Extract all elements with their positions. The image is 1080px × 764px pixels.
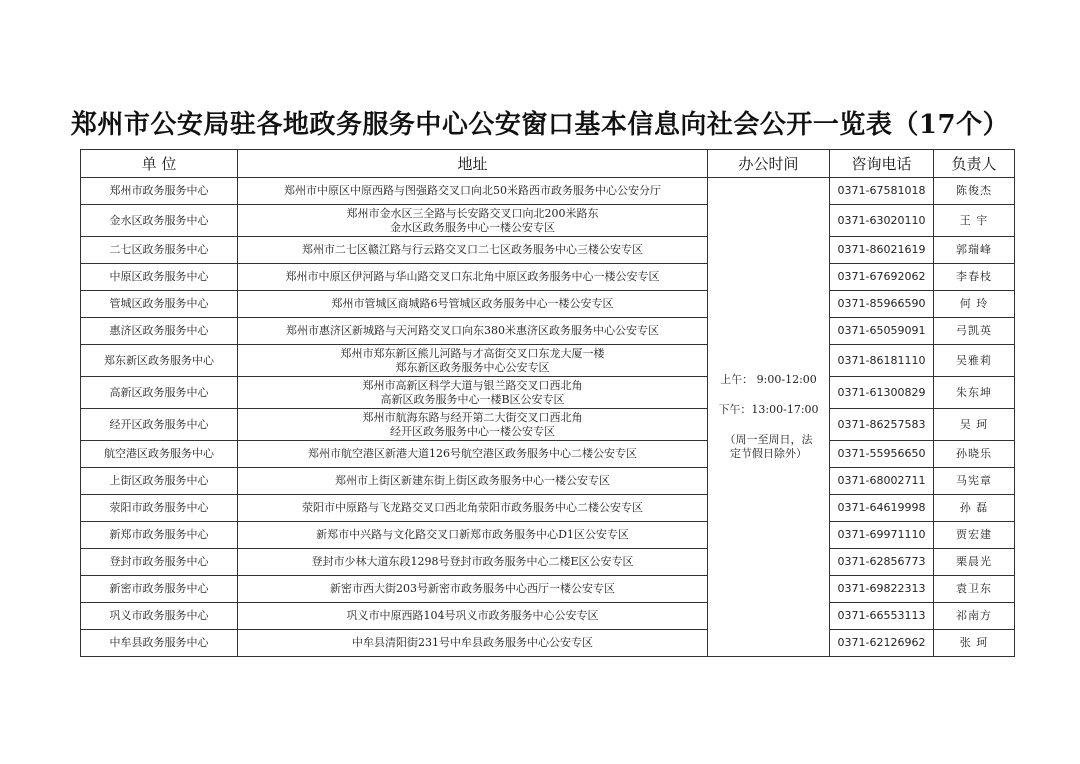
phone-cell: 0371-64619998 xyxy=(830,495,934,522)
address-cell xyxy=(238,345,708,377)
table-row xyxy=(81,318,1015,345)
address-cell xyxy=(238,264,708,291)
address-line: 郑州市惠济区新城路与天河路交叉口向东380米惠济区政务服务中心公安专区 xyxy=(286,324,659,337)
address-line: 郑州市航海东路与经开第二大街交叉口西北角 xyxy=(362,410,583,424)
address-line: 新郑市中兴路与文化路交叉口新郑市政务服务中心D1区公安专区 xyxy=(316,528,629,541)
table-row xyxy=(81,468,1015,495)
address-line: 经开区政务服务中心一楼公安专区 xyxy=(390,424,555,438)
address-cell xyxy=(238,291,708,318)
table-row xyxy=(81,377,1015,409)
person-cell: 吴 珂 xyxy=(934,409,1015,441)
person-cell: 吴雅莉 xyxy=(934,345,1015,377)
unit-cell: 二七区政务服务中心 xyxy=(81,237,238,264)
person-cell: 袁卫东 xyxy=(934,576,1015,603)
table-row xyxy=(81,549,1015,576)
address-line: 郑州市金水区三全路与长安路交叉口向北200米路东 xyxy=(346,206,599,220)
address-line: 巩义市中原西路104号巩义市政务服务中心公安专区 xyxy=(346,609,599,622)
address-cell xyxy=(238,468,708,495)
address-line: 郑州市中原区中原西路与图强路交叉口向北50米路西市政务服务中心公安分厅 xyxy=(284,184,661,197)
unit-cell: 郑东新区政务服务中心 xyxy=(81,345,238,377)
person-cell: 栗晨光 xyxy=(934,549,1015,576)
person-cell: 马宪章 xyxy=(934,468,1015,495)
phone-cell: 0371-67692062 xyxy=(830,264,934,291)
unit-cell: 新密市政务服务中心 xyxy=(81,576,238,603)
phone-cell: 0371-63020110 xyxy=(830,205,934,237)
address-line: 郑州市二七区赣江路与行云路交叉口二七区政务服务中心三楼公安专区 xyxy=(302,243,643,256)
person-cell: 王 宇 xyxy=(934,205,1015,237)
table-row xyxy=(81,522,1015,549)
address-cell xyxy=(238,318,708,345)
person-cell: 祁南方 xyxy=(934,603,1015,630)
hours-morning: 上午： 9:00-12:00 xyxy=(720,373,817,386)
person-cell: 弓凯英 xyxy=(934,318,1015,345)
unit-cell: 上街区政务服务中心 xyxy=(81,468,238,495)
address-cell xyxy=(238,441,708,468)
address-line: 登封市少林大道东段1298号登封市政务服务中心二楼E区公安专区 xyxy=(311,555,634,568)
address-line: 郑州市郑东新区熊儿河路与才高街交叉口东龙大厦一楼 xyxy=(340,346,605,360)
unit-cell: 中原区政务服务中心 xyxy=(81,264,238,291)
header-row xyxy=(81,150,1015,178)
phone-cell: 0371-68002711 xyxy=(830,468,934,495)
header-person: 负责人 xyxy=(934,150,1015,178)
phone-cell: 0371-69971110 xyxy=(830,522,934,549)
info-table xyxy=(80,149,1015,657)
unit-cell: 巩义市政务服务中心 xyxy=(81,603,238,630)
person-cell: 孙 磊 xyxy=(934,495,1015,522)
address-cell xyxy=(238,205,708,237)
person-cell: 陈俊杰 xyxy=(934,178,1015,205)
table-row xyxy=(81,345,1015,377)
unit-cell: 管城区政务服务中心 xyxy=(81,291,238,318)
unit-cell: 新郑市政务服务中心 xyxy=(81,522,238,549)
address-cell xyxy=(238,409,708,441)
unit-cell: 荥阳市政务服务中心 xyxy=(81,495,238,522)
hours-note-2: 定节假日除外） xyxy=(730,447,807,460)
address-line: 郑州市管城区商城路6号管城区政务服务中心一楼公安专区 xyxy=(331,297,614,310)
phone-cell: 0371-55956650 xyxy=(830,441,934,468)
header-unit: 单 位 xyxy=(81,150,238,178)
phone-cell: 0371-86021619 xyxy=(830,237,934,264)
phone-cell: 0371-67581018 xyxy=(830,178,934,205)
address-line: 郑州市中原区伊河路与华山路交叉口东北角中原区政务服务中心一楼公安专区 xyxy=(285,270,660,283)
document-title: 郑州市公安局驻各地政务服务中心公安窗口基本信息向社会公开一览表（17个） xyxy=(70,110,1010,140)
table-row xyxy=(81,630,1015,657)
address-line: 新密市西大街203号新密市政务服务中心西厅一楼公安专区 xyxy=(330,582,615,595)
unit-cell: 金水区政务服务中心 xyxy=(81,205,238,237)
phone-cell: 0371-61300829 xyxy=(830,377,934,409)
table-row xyxy=(81,441,1015,468)
unit-cell: 高新区政务服务中心 xyxy=(81,377,238,409)
phone-cell: 0371-65059091 xyxy=(830,318,934,345)
phone-cell: 0371-62126962 xyxy=(830,630,934,657)
hours-spacer xyxy=(712,417,825,433)
address-line: 郑东新区政务服务中心公安专区 xyxy=(395,360,550,374)
table-row xyxy=(81,603,1015,630)
address-line: 郑州市航空港区新港大道126号航空港区政务服务中心二楼公安专区 xyxy=(308,447,637,460)
address-line: 中牟县清阳街231号中牟县政务服务中心公安专区 xyxy=(352,636,593,649)
table-row xyxy=(81,205,1015,237)
address-cell xyxy=(238,522,708,549)
office-hours-cell xyxy=(708,178,830,657)
header-hours: 办公时间 xyxy=(708,150,830,178)
address-cell xyxy=(238,603,708,630)
phone-cell: 0371-85966590 xyxy=(830,291,934,318)
address-cell xyxy=(238,630,708,657)
table-row xyxy=(81,409,1015,441)
phone-cell: 0371-86181110 xyxy=(830,345,934,377)
phone-cell: 0371-66553113 xyxy=(830,603,934,630)
phone-cell: 0371-69822313 xyxy=(830,576,934,603)
person-cell: 郭瑞峰 xyxy=(934,237,1015,264)
address-line: 金水区政务服务中心一楼公安专区 xyxy=(390,220,555,234)
table-body xyxy=(81,178,1015,657)
unit-cell: 航空港区政务服务中心 xyxy=(81,441,238,468)
address-cell xyxy=(238,549,708,576)
table-row xyxy=(81,576,1015,603)
table-row xyxy=(81,237,1015,264)
person-cell: 张 珂 xyxy=(934,630,1015,657)
table-row xyxy=(81,264,1015,291)
table-row xyxy=(81,178,1015,205)
unit-cell: 中牟县政务服务中心 xyxy=(81,630,238,657)
unit-cell: 经开区政务服务中心 xyxy=(81,409,238,441)
address-cell xyxy=(238,178,708,205)
unit-cell: 惠济区政务服务中心 xyxy=(81,318,238,345)
person-cell: 何 玲 xyxy=(934,291,1015,318)
person-cell: 贾宏建 xyxy=(934,522,1015,549)
phone-cell: 0371-62856773 xyxy=(830,549,934,576)
phone-cell: 0371-86257583 xyxy=(830,409,934,441)
address-line: 郑州市高新区科学大道与银兰路交叉口西北角 xyxy=(362,378,583,392)
table-row xyxy=(81,495,1015,522)
header-phone: 咨询电话 xyxy=(830,150,934,178)
header-address: 地址 xyxy=(238,150,708,178)
hours-afternoon: 下午：13:00-17:00 xyxy=(718,403,819,416)
address-cell xyxy=(238,377,708,409)
person-cell: 孙晓乐 xyxy=(934,441,1015,468)
address-line: 郑州市上街区新建东街上街区政务服务中心一楼公安专区 xyxy=(335,474,610,487)
hours-spacer xyxy=(712,387,825,403)
address-cell xyxy=(238,576,708,603)
table-row xyxy=(81,291,1015,318)
hours-note-1: （周一至周日，法 xyxy=(724,433,813,446)
unit-cell: 郑州市政务服务中心 xyxy=(81,178,238,205)
address-line: 高新区政务服务中心一楼B区公安专区 xyxy=(380,392,565,406)
person-cell: 李春枝 xyxy=(934,264,1015,291)
address-line: 荥阳市中原路与飞龙路交叉口西北角荥阳市政务服务中心二楼公安专区 xyxy=(302,501,643,514)
unit-cell: 登封市政务服务中心 xyxy=(81,549,238,576)
address-cell xyxy=(238,237,708,264)
person-cell: 朱东坤 xyxy=(934,377,1015,409)
address-cell xyxy=(238,495,708,522)
